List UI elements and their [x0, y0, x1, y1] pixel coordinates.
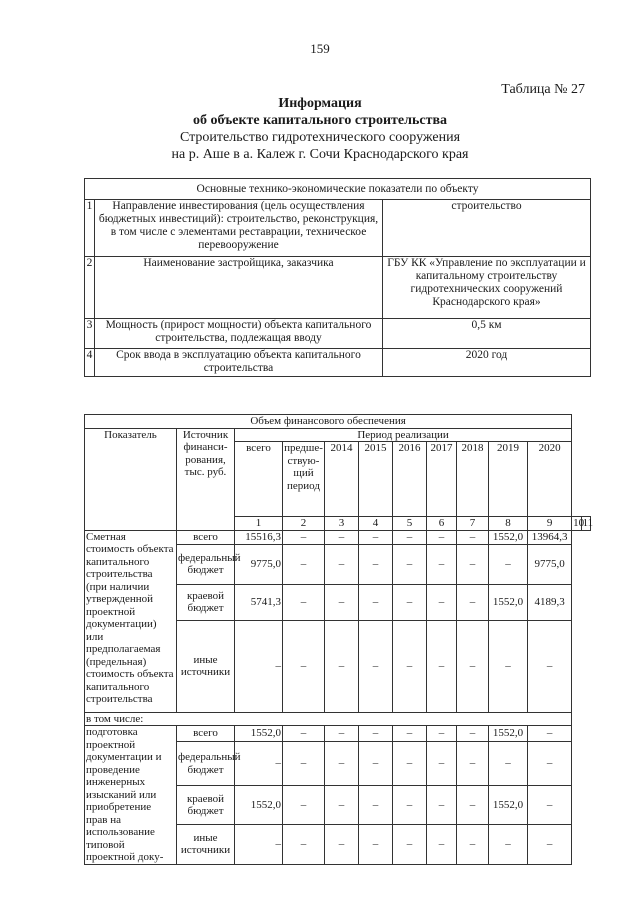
row-number: 2	[85, 257, 95, 319]
page-number: 159	[310, 41, 330, 56]
col-number: 2	[283, 517, 325, 531]
col-year-header: 2016	[393, 442, 427, 517]
finance-value: –	[359, 825, 393, 864]
source-label: краевой бюджет	[177, 786, 235, 825]
finance-value: –	[427, 544, 457, 584]
col-number: 3	[325, 517, 359, 531]
finance-value: –	[489, 620, 528, 712]
col-number: 10	[573, 517, 585, 529]
finance-value: 1552,0	[489, 726, 528, 742]
finance-value: –	[359, 786, 393, 825]
col-year-header: 2020	[528, 442, 572, 517]
finance-value: –	[283, 726, 325, 742]
finance-value: –	[359, 584, 393, 620]
finance-value: –	[427, 584, 457, 620]
indicators-row	[85, 200, 591, 257]
finance-value: –	[393, 620, 427, 712]
finance-value: –	[427, 742, 457, 786]
finance-value: –	[393, 825, 427, 864]
col-number: 8	[489, 517, 528, 531]
finance-value: –	[359, 544, 393, 584]
row-label: Наименование застройщика, заказчика	[95, 257, 383, 319]
finance-value: –	[427, 620, 457, 712]
finance-value: –	[283, 786, 325, 825]
finance-value: –	[393, 726, 427, 742]
finance-value: 1552,0	[235, 786, 283, 825]
col-year-header: 2018	[457, 442, 489, 517]
finance-value: 9775,0	[528, 544, 572, 584]
finance-value: –	[325, 726, 359, 742]
finance-value: –	[283, 825, 325, 864]
finance-value: –	[457, 620, 489, 712]
finance-value: –	[325, 620, 359, 712]
indicators-row	[85, 319, 591, 349]
row-number: 4	[85, 349, 95, 377]
indicator-label: Сметная стоимость объекта капитального строительства (при наличии утвержденной проектной документации) или предполагаемая (предельная) стоимость объекта капитального строительства	[85, 530, 177, 712]
finance-value: 9775,0	[235, 544, 283, 584]
finance-value: –	[427, 786, 457, 825]
finance-value: –	[283, 584, 325, 620]
finance-value: –	[325, 530, 359, 544]
finance-value: –	[457, 726, 489, 742]
col-number: 11	[582, 517, 594, 529]
row-number: 1	[85, 200, 95, 257]
col-number: 4	[359, 517, 393, 531]
finance-value: 4189,3	[528, 584, 572, 620]
col-source-header: Источник финанси-рования, тыс. руб.	[177, 428, 235, 530]
finance-value: –	[427, 825, 457, 864]
row-number: 3	[85, 319, 95, 349]
finance-value: –	[489, 825, 528, 864]
finance-value: –	[235, 620, 283, 712]
col-year-header: 2015	[359, 442, 393, 517]
finance-value: –	[489, 544, 528, 584]
row-value: ГБУ КК «Управление по эксплуатации и капитальному строительству гидротехнических сооружений Краснодарского края»	[383, 257, 591, 319]
finance-value: –	[528, 726, 572, 742]
finance-value: 13964,3	[528, 530, 572, 544]
finance-value: –	[393, 530, 427, 544]
finance-value: –	[283, 530, 325, 544]
finance-value: –	[457, 584, 489, 620]
heading-title: Информация	[278, 96, 362, 111]
indicator-label: подготовка проектной документации и проведение инженерных изысканий или приобретение прав на использование типовой проектной доку-	[85, 726, 177, 865]
finance-value: –	[489, 742, 528, 786]
finance-value: 1552,0	[489, 786, 528, 825]
source-label: федеральный бюджет	[177, 544, 235, 584]
finance-value: –	[325, 825, 359, 864]
finance-value: 1552,0	[489, 530, 528, 544]
finance-value: –	[359, 726, 393, 742]
source-label: всего	[177, 530, 235, 544]
col-year-header: 2014	[325, 442, 359, 517]
col-year-header: 2019	[489, 442, 528, 517]
finance-value: –	[393, 742, 427, 786]
subtotal-row	[85, 712, 591, 726]
col-number: 5	[393, 517, 427, 531]
indicators-title: Основные технико-экономические показатели по объекту	[85, 179, 591, 200]
indicators-row	[85, 349, 591, 377]
finance-value: –	[325, 584, 359, 620]
col-indicator-header: Показатель	[85, 428, 177, 530]
finance-value: –	[359, 620, 393, 712]
finance-value: –	[325, 786, 359, 825]
indicators-row	[85, 257, 591, 319]
finance-value: –	[457, 544, 489, 584]
col-number: 6	[427, 517, 457, 531]
finance-value: –	[393, 786, 427, 825]
col-number: 1	[235, 517, 283, 531]
finance-value: –	[325, 742, 359, 786]
source-label: иные источники	[177, 620, 235, 712]
row-label: Срок ввода в эксплуатацию объекта капитального строительства	[95, 349, 383, 377]
row-label: Направление инвестирования (цель осуществления бюджетных инвестиций): строительство, реконструкция, в том числе с элементами реставрации, техническое перевооружение	[95, 200, 383, 257]
col-number: 7	[457, 517, 489, 531]
finance-title: Объем финансового обеспечения	[85, 415, 572, 429]
finance-value: –	[457, 530, 489, 544]
heading-subtitle: об объекте капитального строительства	[192, 113, 448, 128]
finance-value: 1552,0	[489, 584, 528, 620]
col-number: 9	[528, 517, 572, 531]
finance-value: –	[393, 584, 427, 620]
col-prev-header: предше-ствую-щий период	[283, 442, 325, 517]
finance-value: 15516,3	[235, 530, 283, 544]
finance-value: –	[235, 825, 283, 864]
col-total-header: всего	[235, 442, 283, 517]
source-label: федеральный бюджет	[177, 742, 235, 786]
finance-header-row	[85, 428, 591, 442]
finance-value: –	[427, 726, 457, 742]
finance-value: 5741,3	[235, 584, 283, 620]
finance-value: –	[528, 742, 572, 786]
indicators-header-row	[85, 179, 591, 200]
finance-value: –	[359, 530, 393, 544]
subtotal-label: в том числе:	[85, 712, 572, 726]
finance-value: –	[283, 544, 325, 584]
finance-value: –	[528, 620, 572, 712]
indicators-table	[84, 178, 591, 377]
finance-value: –	[359, 742, 393, 786]
finance-value: –	[427, 530, 457, 544]
finance-value: –	[283, 620, 325, 712]
document-heading	[0, 95, 640, 163]
finance-title-row	[85, 415, 591, 429]
table-number: Таблица № 27	[501, 82, 585, 97]
finance-value: –	[283, 742, 325, 786]
finance-value: –	[528, 786, 572, 825]
finance-value: –	[393, 544, 427, 584]
finance-row	[85, 726, 591, 742]
source-label: всего	[177, 726, 235, 742]
finance-value: –	[528, 825, 572, 864]
finance-table	[84, 414, 594, 865]
source-label: иные источники	[177, 825, 235, 864]
source-label: краевой бюджет	[177, 584, 235, 620]
col-year-header: 2017	[427, 442, 457, 517]
finance-value: –	[325, 544, 359, 584]
row-label: Мощность (прирост мощности) объекта капитального строительства, подлежащая вводу	[95, 319, 383, 349]
heading-location: на р. Аше в а. Калеж г. Сочи Краснодарского края	[171, 147, 469, 162]
row-value: 2020 год	[383, 349, 591, 377]
finance-value: –	[457, 825, 489, 864]
finance-value: –	[235, 742, 283, 786]
finance-value: –	[457, 742, 489, 786]
finance-value: –	[457, 786, 489, 825]
col-period-header: Период реализации	[235, 428, 572, 442]
heading-object-name: Строительство гидротехнического сооружения	[179, 130, 461, 145]
row-value: 0,5 км	[383, 319, 591, 349]
finance-row	[85, 530, 591, 544]
row-value: строительство	[383, 200, 591, 257]
finance-value: 1552,0	[235, 726, 283, 742]
